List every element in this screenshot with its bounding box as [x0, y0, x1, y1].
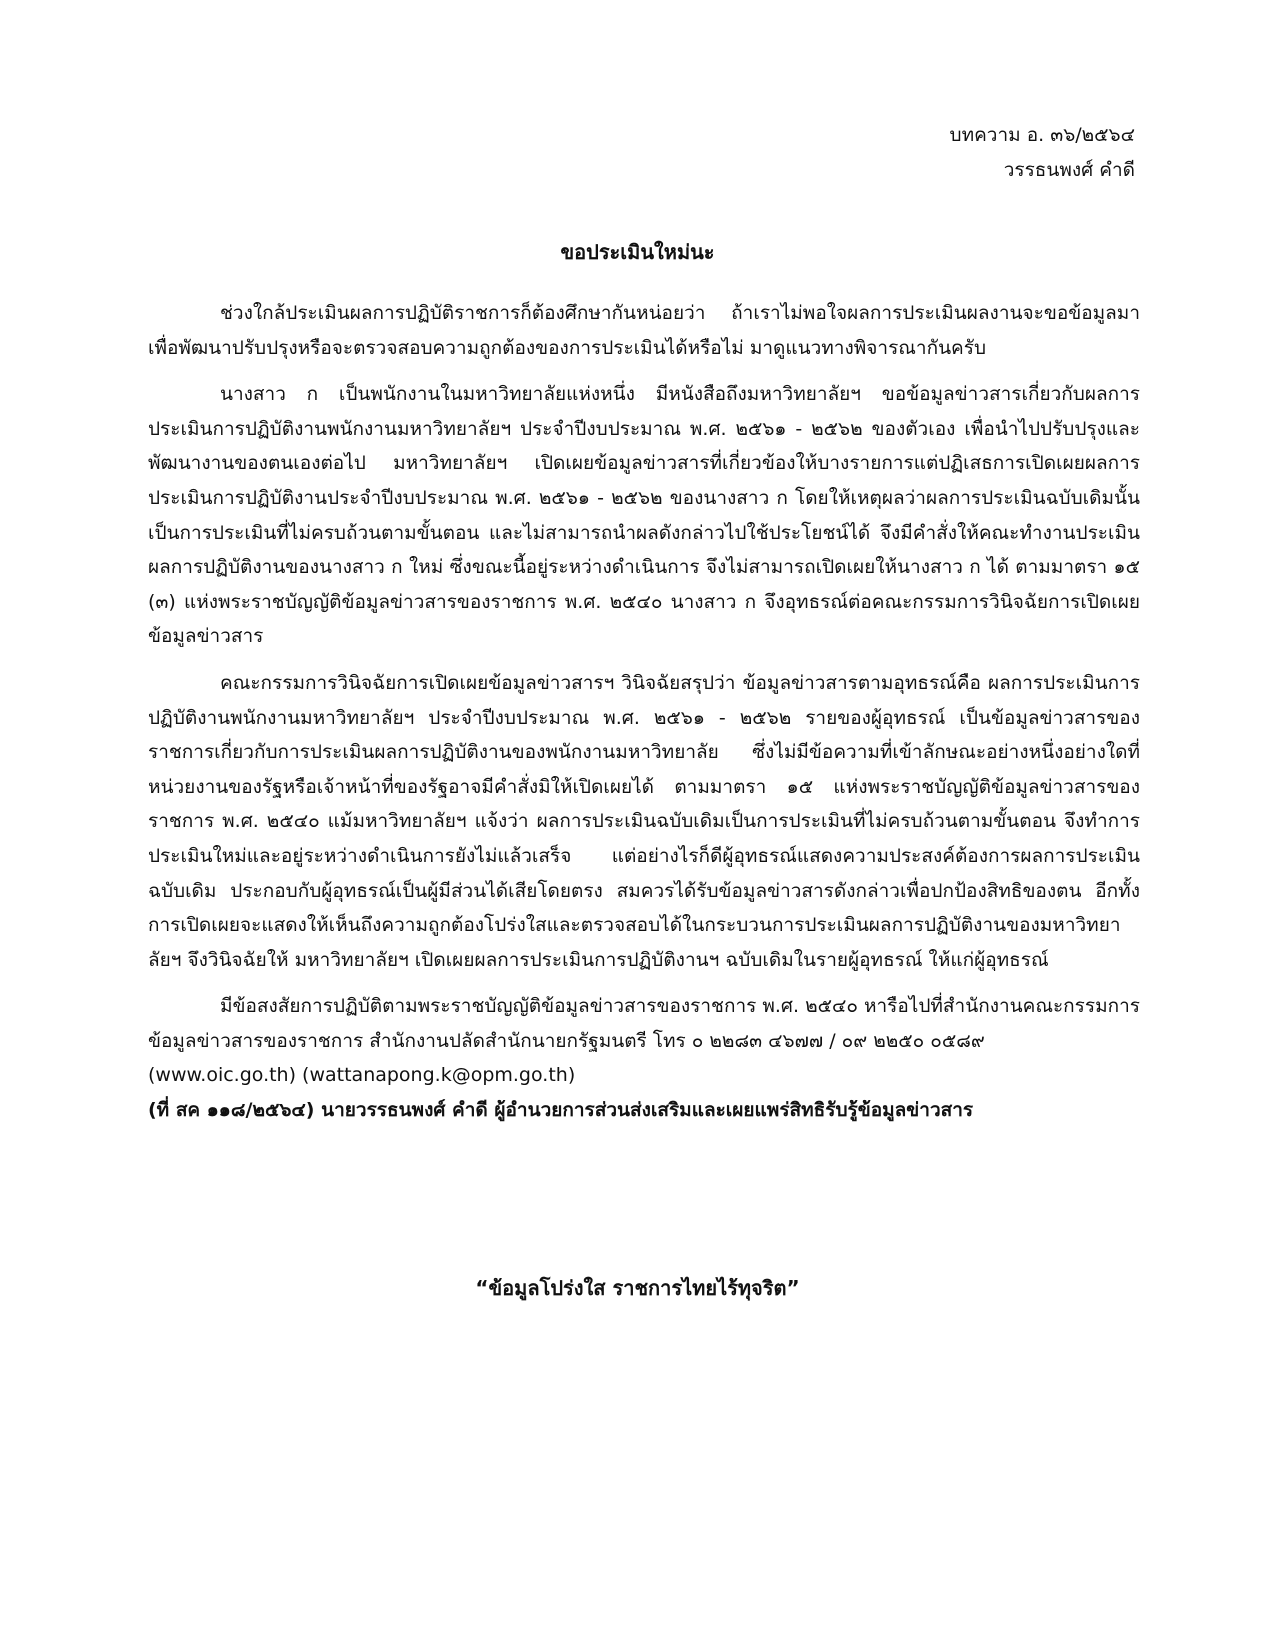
contact-links: (www.oic.go.th) (wattanapong.k@opm.go.th): [148, 1064, 576, 1087]
doc-number: บทความ อ. ๓๖/๒๕๖๔: [949, 124, 1135, 146]
slogan: “ข้อมูลโปร่งใส ราชการไทยไร้ทุจริต”: [475, 1276, 800, 1300]
paragraph-intro: ช่วงใกล้ประเมินผลการปฏิบัติราชการก็ต้องศึกษากันหน่อยว่า ถ้าเราไม่พอใจผลการประเมินผลงานจะขอข้อมูลมาเพื่อพัฒนาปรับปรุงหรือจะตรวจสอบความถูกต้องของการประเมินได้หรือไม่ มาดูแนวทางพิจารณากันครับ: [148, 302, 1140, 359]
paragraph-ruling: คณะกรรมการวินิจฉัยการเปิดเผยข้อมูลข่าวสารฯ วินิจฉัยสรุปว่า ข้อมูลข่าวสารตามอุทธรณ์คือ ผลการประเมินการปฏิบัติงานพนักงานมหาวิทยาลัยฯ ประจำปีงบประมาณ พ.ศ. ๒๕๖๑ - ๒๕๖๒ รายของผู้อุทธรณ์ เป็นข้อมูลข่าวสารของราชการเกี่ยวกับการประเมินผลการปฏิบัติงานของพนักงานมหาวิทยาลัย ซึ่งไม่มีข้อความที่เข้าลักษณะอย่างหนึ่งอย่างใดที่หน่วยงานของรัฐหรือเจ้าหน้าที่ของรัฐอาจมีคำสั่งมิให้เปิดเผยได้ ตามมาตรา ๑๕ แห่งพระราชบัญญัติข้อมูลข่าวสารของราชการ พ.ศ. ๒๕๔๐ แม้มหาวิทยาลัยฯ แจ้งว่า ผลการประเมินฉบับเดิมเป็นการประเมินที่ไม่ครบถ้วนตามขั้นตอน จึงทำการประเมินใหม่และอยู่ระหว่างดำเนินการยังไม่แล้วเสร็จ แต่อย่างไรก็ดีผู้อุทธรณ์แสดงความประสงค์ต้องการผลการประเมินฉบับเดิม ประกอบกับผู้อุทธรณ์เป็นผู้มีส่วนได้เสียโดยตรง สมควรได้รับข้อมูลข่าวสารดังกล่าวเพื่อปกป้องสิทธิของตน อีกทั้งการเปิดเผยจะแสดงให้เห็นถึงความถูกต้องโปร่งใสและตรวจสอบได้ในกระบวนการประเมินผลการปฏิบัติงานของมหาวิทยาลัยฯ จึงวินิจฉัยให้ มหาวิทยาลัยฯ เปิดเผยผลการประเมินการปฏิบัติงานฯ ฉบับเดิมในรายผู้อุทธรณ์ ให้แก่ผู้อุทธรณ์: [148, 671, 1140, 971]
contact-block: [148, 989, 1140, 1127]
document-title: ขอประเมินใหม่นะ: [560, 240, 715, 264]
header-block: [950, 118, 1135, 188]
reference-line: (ที่ สค ๑๑๘/๒๕๖๔) นายวรรธนพงศ์ คำดี ผู้อำนวยการส่วนส่งเสริมและเผยแพร่สิทธิรับรู้ข้อมูลข่าวสาร: [148, 1099, 974, 1122]
author-name: วรรธนพงศ์ คำดี: [1003, 159, 1135, 181]
paragraph-case: นางสาว ก เป็นพนักงานในมหาวิทยาลัยแห่งหนึ่ง มีหนังสือถึงมหาวิทยาลัยฯ ขอข้อมูลข่าวสารเกี่ยวกับผลการประเมินการปฏิบัติงานพนักงานมหาวิทยาลัยฯ ประจำปีงบประมาณ พ.ศ. ๒๕๖๑ - ๒๕๖๒ ของตัวเอง เพื่อนำไปปรับปรุงและพัฒนางานของตนเองต่อไป มหาวิทยาลัยฯ เปิดเผยข้อมูลข่าวสารที่เกี่ยวข้องให้บางรายการแต่ปฏิเสธการเปิดเผยผลการประเมินการปฏิบัติงานประจำปีงบประมาณ พ.ศ. ๒๕๖๑ - ๒๕๖๒ ของนางสาว ก โดยให้เหตุผลว่าผลการประเมินฉบับเดิมนั้น เป็นการประเมินที่ไม่ครบถ้วนตามขั้นตอน และไม่สามารถนำผลดังกล่าวไปใช้ประโยชน์ได้ จึงมีคำสั่งให้คณะทำงานประเมินผลการปฏิบัติงานของนางสาว ก ใหม่ ซึ่งขณะนี้อยู่ระหว่างดำเนินการ จึงไม่สามารถเปิดเผยให้นางสาว ก ได้ ตามมาตรา ๑๕ (๓) แห่งพระราชบัญญัติข้อมูลข่าวสารของราชการ พ.ศ. ๒๕๔๐ นางสาว ก จึงอุทธรณ์ต่อคณะกรรมการวินิจฉัยการเปิดเผยข้อมูลข่าวสาร: [148, 383, 1140, 648]
article-body: [148, 296, 1140, 1128]
contact-text: มีข้อสงสัยการปฏิบัติตามพระราชบัญญัติข้อมูลข่าวสารของราชการ พ.ศ. ๒๕๔๐ หารือไปที่สำนักงานคณะกรรมการข้อมูลข่าวสารของราชการ สำนักงานปลัดสำนักนายกรัฐมนตรี โทร ๐ ๒๒๘๓ ๔๖๗๗ / ๐๙ ๒๒๕๐ ๐๕๘๙: [148, 995, 1140, 1052]
